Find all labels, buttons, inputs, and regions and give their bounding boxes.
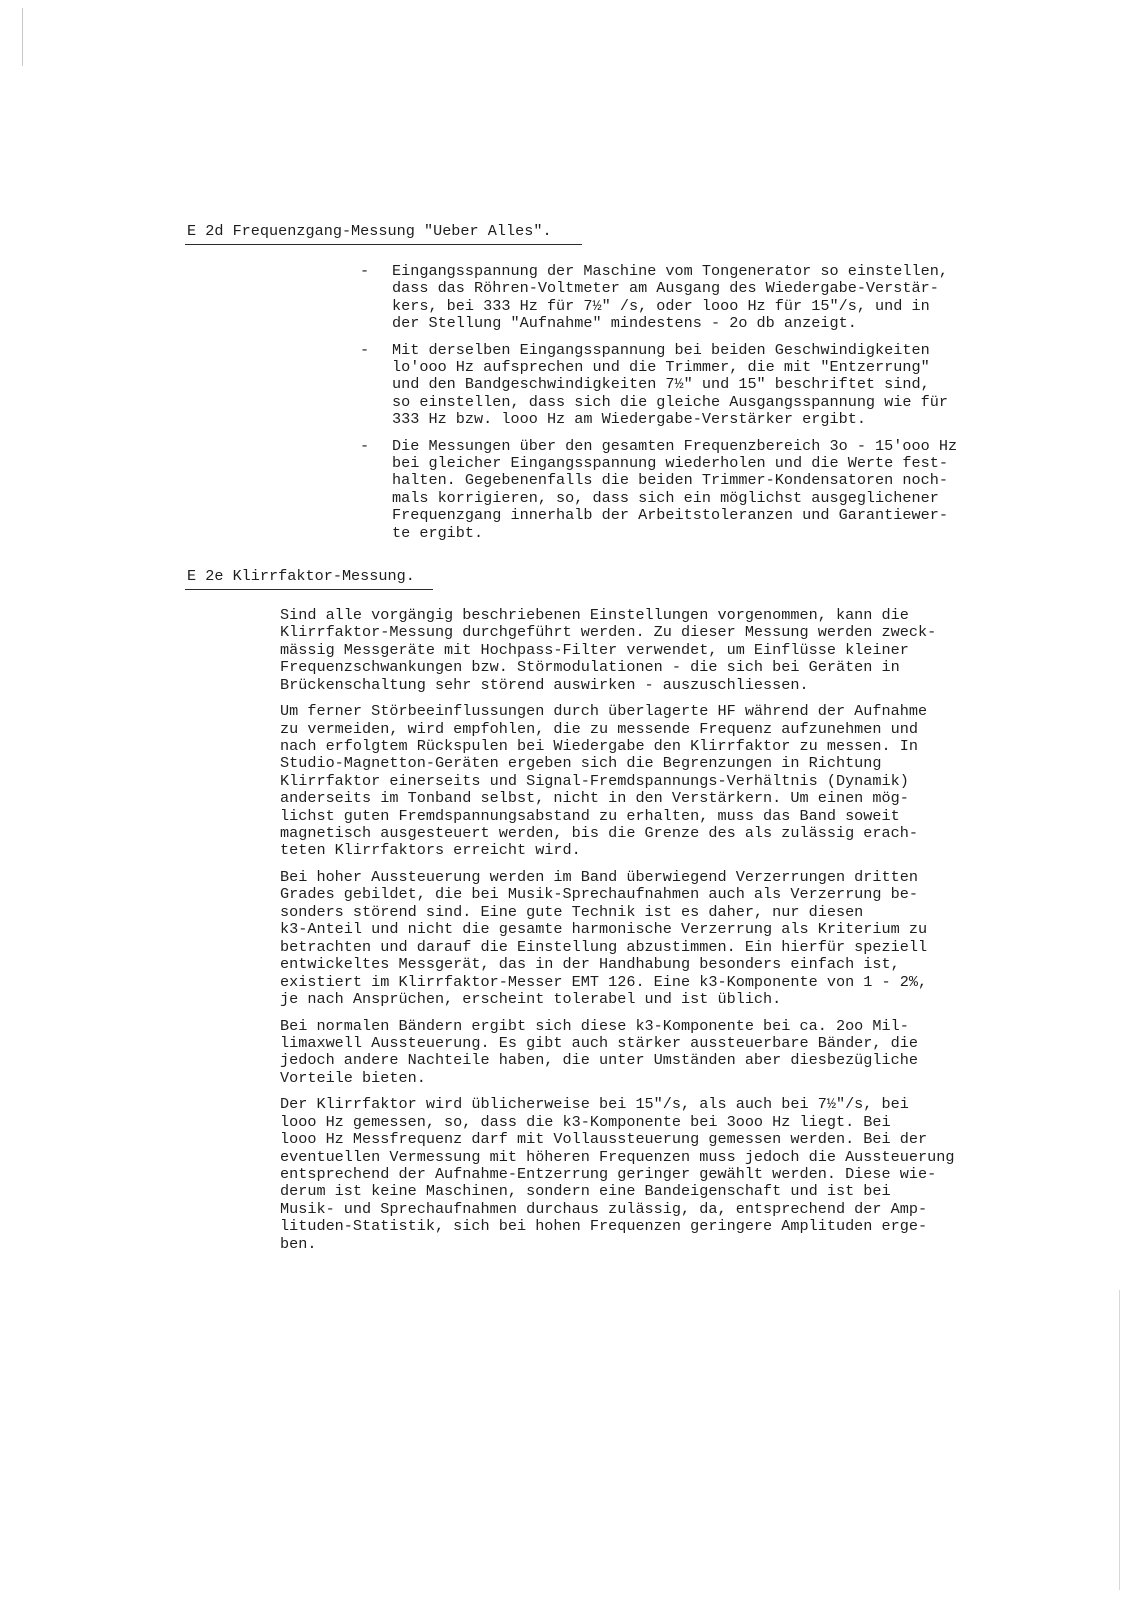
text-line: nach erfolgtem Rückspulen bei Wiedergabe den Klirrfaktor zu messen. In [280, 737, 918, 756]
section-body-e2e [280, 607, 1010, 1262]
list-item [360, 342, 1000, 429]
text-line: mässig Messgeräte mit Hochpass-Filter verwendet, um Einflüsse kleiner [280, 640, 909, 659]
text-line: entsprechend der Aufnahme-Entzerrung geringer gewählt werden. Diese wie- [280, 1164, 937, 1183]
heading-underline [185, 244, 582, 245]
text-line: halten. Gegebenenfalls die beiden Trimmer-Kondensatoren noch- [392, 471, 948, 490]
bullet-dash: - [360, 262, 370, 280]
text-line: te ergibt. [392, 523, 484, 542]
text-line: lichst guten Fremdspannungsabstand zu erhalten, muss das Band soweit [280, 806, 900, 825]
text-line: k3-Anteil und nicht die gesamte harmonische Verzerrung als Kriterium zu [280, 920, 928, 939]
text-line: jedoch andere Nachteile haben, die unter Umständen aber diesbezügliche [280, 1051, 918, 1070]
text-line: anderseits im Tonband selbst, nicht in den Verstärkern. Um einen mög- [280, 789, 909, 808]
text-line: entwickeltes Messgerät, das in der Handhabung besonders einfach ist, [280, 955, 900, 974]
text-line: Mit derselben Eingangsspannung bei beiden Geschwindigkeiten [392, 340, 930, 359]
text-line: looo Hz gemessen, so, dass die k3-Komponente bei 3ooo Hz liegt. Bei [280, 1112, 891, 1131]
text-line: Sind alle vorgängig beschriebenen Einstellungen vorgenommen, kann die [280, 606, 909, 624]
text-line: 333 Hz bzw. looo Hz am Wiedergabe-Verstärker ergibt. [392, 410, 866, 429]
text-line: Vorteile bieten. [280, 1068, 426, 1087]
text-line: Brückenschaltung sehr störend auswirken - auszuschliessen. [280, 675, 809, 694]
text-line: derum ist keine Maschinen, sondern eine Bandeigenschaft und ist bei [280, 1182, 891, 1201]
text-line: sonders störend sind. Eine gute Technik ist es daher, nur diesen [280, 902, 864, 921]
text-line: Musik- und Sprechaufnahmen durchaus zulässig, da, entsprechend der Amp- [280, 1199, 928, 1218]
text-line: und den Bandgeschwindigkeiten 7½" und 15" beschriftet sind, [392, 375, 930, 394]
text-line: Klirrfaktor einerseits und Signal-Fremdspannungs-Verhältnis (Dynamik) [280, 771, 909, 790]
heading-underline [185, 589, 433, 590]
text-line: Frequenzschwankungen bzw. Störmodulationen - die sich bei Geräten in [280, 658, 900, 677]
text-line: Bei hoher Aussteuerung werden im Band überwiegend Verzerrungen dritten [280, 868, 918, 887]
text-line: Bei normalen Bändern ergibt sich diese k3-Komponente bei ca. 2oo Mil- [280, 1016, 909, 1035]
list-item [360, 263, 1000, 333]
text-line: Um ferner Störbeeinflussungen durch überlagerte HF während der Aufnahme [280, 702, 928, 721]
paragraph [280, 703, 1010, 860]
text-line: betrachten und darauf die Einstellung abzustimmen. Ein hierfür speziell [280, 937, 928, 956]
text-line: ben. [280, 1234, 317, 1253]
bullet-dash: - [360, 436, 370, 455]
text-line: Eingangsspannung der Maschine vom Tongenerator so einstellen, [392, 262, 948, 280]
scan-edge-mark-right [1119, 1290, 1120, 1590]
section-heading-e2e [187, 568, 433, 590]
instruction-list [360, 263, 1000, 551]
text-line: bei gleicher Eingangsspannung wiederholen und die Werte fest- [392, 454, 948, 473]
text-line: magnetisch ausgesteuert werden, bis die Grenze des als zulässig erach- [280, 824, 918, 843]
paragraph [280, 869, 1010, 1008]
list-item [360, 438, 1000, 542]
text-line: zu vermeiden, wird empfohlen, die zu messende Frequenz aufzunehmen und [280, 719, 918, 738]
text-line: kers, bei 333 Hz für 7½" /s, oder looo Hz für 15"/s, und in [392, 296, 930, 315]
text-line: dass das Röhren-Voltmeter am Ausgang des Wiedergabe-Verstär- [392, 279, 939, 298]
text-line: looo Hz Messfrequenz darf mit Vollaussteuerung gemessen werden. Bei der [280, 1130, 928, 1149]
text-line: existiert im Klirrfaktor-Messer EMT 126. Eine k3-Komponente von 1 - 2%, [280, 972, 928, 991]
text-line: Frequenzgang innerhalb der Arbeitstoleranzen und Garantiewer- [392, 506, 948, 525]
heading-text: E 2d Frequenzgang-Messung "Ueber Alles". [187, 222, 552, 240]
bullet-dash: - [360, 340, 370, 359]
text-line: Studio-Magnetton-Geräten ergeben sich die Begrenzungen in Richtung [280, 754, 882, 773]
text-line: Der Klirrfaktor wird üblicherweise bei 15"/s, als auch bei 7½"/s, bei [280, 1095, 909, 1114]
paragraph [280, 1096, 1010, 1253]
text-line: eventuellen Vermessung mit höheren Frequenzen muss jedoch die Aussteuerung [280, 1147, 955, 1166]
text-line: Klirrfaktor-Messung durchgeführt werden. Zu dieser Messung werden zweck- [280, 623, 937, 642]
text-line: mals korrigieren, so, dass sich ein möglichst ausgeglichener [392, 488, 939, 507]
scan-edge-mark [22, 8, 23, 66]
section-heading-e2d [187, 223, 582, 245]
text-line: so einstellen, dass sich die gleiche Ausgangsspannung wie für [392, 392, 948, 411]
heading-text: E 2e Klirrfaktor-Messung. [187, 567, 415, 585]
text-line: limaxwell Aussteuerung. Es gibt auch stärker aussteuerbare Bänder, die [280, 1033, 918, 1052]
text-line: Die Messungen über den gesamten Frequenzbereich 3o - 15'ooo Hz [392, 436, 958, 455]
text-line: lo'ooo Hz aufsprechen und die Trimmer, die mit "Entzerrung" [392, 358, 930, 377]
paragraph [280, 1018, 1010, 1088]
text-line: lituden-Statistik, sich bei hohen Frequenzen geringere Amplituden erge- [280, 1217, 928, 1236]
text-line: Grades gebildet, die bei Musik-Sprechaufnahmen auch als Verzerrung be- [280, 885, 918, 904]
text-line: teten Klirrfaktors erreicht wird. [280, 841, 581, 860]
text-line: je nach Ansprüchen, erscheint tolerabel und ist üblich. [280, 989, 782, 1008]
text-line: der Stellung "Aufnahme" mindestens - 2o db anzeigt. [392, 314, 857, 333]
paragraph [280, 607, 1010, 694]
